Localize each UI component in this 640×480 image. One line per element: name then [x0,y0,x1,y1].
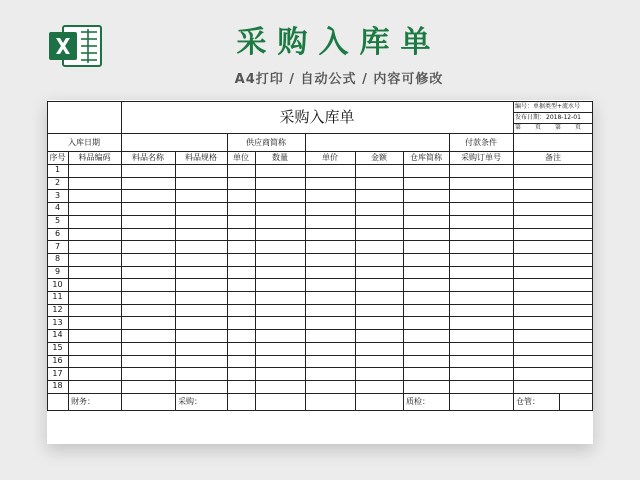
row-index: 9 [54,266,61,276]
grid-line [47,278,593,279]
grid-line [47,342,593,343]
grid-line [513,123,593,124]
col-header-po: 采购订单号 [461,152,501,162]
page-subtitle: A4打印 / 自动公式 / 内容可修改 [234,72,444,87]
grid-line [47,215,593,216]
meta-date [513,112,593,123]
grid-line [305,151,306,394]
row-index: 15 [52,343,63,353]
col-header-warehouse: 仓库简称 [410,152,442,162]
meta-date-label: 发布日期： [515,113,546,121]
grid-line [355,151,356,394]
grid-line [121,151,122,394]
grid-line [68,393,69,411]
col-header-remark: 备注 [545,152,561,162]
col-header-price: 单价 [322,152,338,162]
footer-purchase: 采购： [178,396,202,406]
row-index: 7 [54,241,61,251]
footer-warehouse: 仓管： [516,396,540,406]
grid-line [355,393,356,411]
grid-line [47,133,593,134]
footer-finance: 财务： [71,396,95,406]
grid-line [449,393,450,411]
grid-line [175,393,176,411]
grid-line [47,355,593,356]
grid-line [227,151,228,394]
row-index: 1 [54,165,61,175]
row-index: 14 [52,330,63,340]
grid-line [227,393,228,411]
row-index: 4 [54,203,61,213]
grid-line [513,133,514,152]
form-sheet [47,100,593,444]
meta-page-label-3: 第 [555,124,562,131]
grid-line [47,189,593,190]
row-index: 8 [54,254,61,264]
row-index: 10 [52,279,63,289]
grid-line [47,367,593,368]
grid-line [513,101,514,134]
grid-line [449,133,450,152]
grid-line [121,393,122,411]
meta-page [513,123,593,133]
meta-code: 编号：单据类型+流水号 [515,102,581,110]
grid-line [47,316,593,317]
meta-page-label-2: 页 [535,124,542,131]
grid-line [175,151,176,394]
grid-line [47,410,593,411]
grid-line [47,266,593,267]
grid-line [47,253,593,254]
meta-date-value: 2018-12-01 [546,113,581,121]
grid-line [121,101,122,134]
grid-line [513,393,514,411]
grid-line [255,393,256,411]
row-index: 13 [52,317,63,327]
footer-qc: 质检： [406,396,430,406]
row-index: 12 [52,305,63,315]
grid-line [47,164,593,165]
grid-line [255,151,256,394]
row-index: 18 [52,381,63,391]
grid-line [47,151,593,152]
grid-line [305,393,306,411]
row-index: 6 [54,228,61,238]
grid-line [68,151,69,394]
grid-line [592,101,593,411]
grid-line [449,151,450,394]
grid-line [513,112,593,113]
grid-line [403,393,404,411]
col-header-spec: 料品规格 [185,152,217,162]
grid-line [559,393,560,411]
grid-line [47,380,593,381]
row-index: 5 [54,216,61,226]
grid-line [47,101,593,102]
row-index: 2 [54,178,61,188]
supplier-label: 供应商简称 [246,137,286,147]
row-index: 16 [52,355,63,365]
meta-page-label-4: 页 [575,124,582,131]
grid-line [227,133,228,152]
col-header-index: 序号 [49,152,66,162]
grid-line [47,101,48,411]
form-title: 采购入库单 [279,107,355,126]
grid-line [47,177,593,178]
col-header-amount: 金额 [371,152,387,162]
grid-line [403,151,404,394]
col-header-name: 料品名称 [132,152,164,162]
grid-line [47,329,593,330]
col-header-unit: 单位 [233,152,249,162]
grid-line [47,393,593,394]
grid-line [47,291,593,292]
grid-line [47,304,593,305]
grid-line [121,133,122,152]
row-index: 17 [52,368,63,378]
page-title: 采购入库单 [236,25,442,60]
grid-line [47,240,593,241]
payment-label: 付款条件 [465,137,497,147]
grid-line [47,228,593,229]
row-index: 3 [54,190,61,200]
grid-line [47,202,593,203]
grid-line [305,133,306,152]
inbound-date-label: 入库日期 [68,137,100,147]
row-index: 11 [52,292,63,302]
meta-page-label-1: 第 [515,124,522,131]
grid-line [513,151,514,394]
col-header-code: 料品编码 [78,152,111,162]
col-header-qty: 数量 [272,152,288,162]
